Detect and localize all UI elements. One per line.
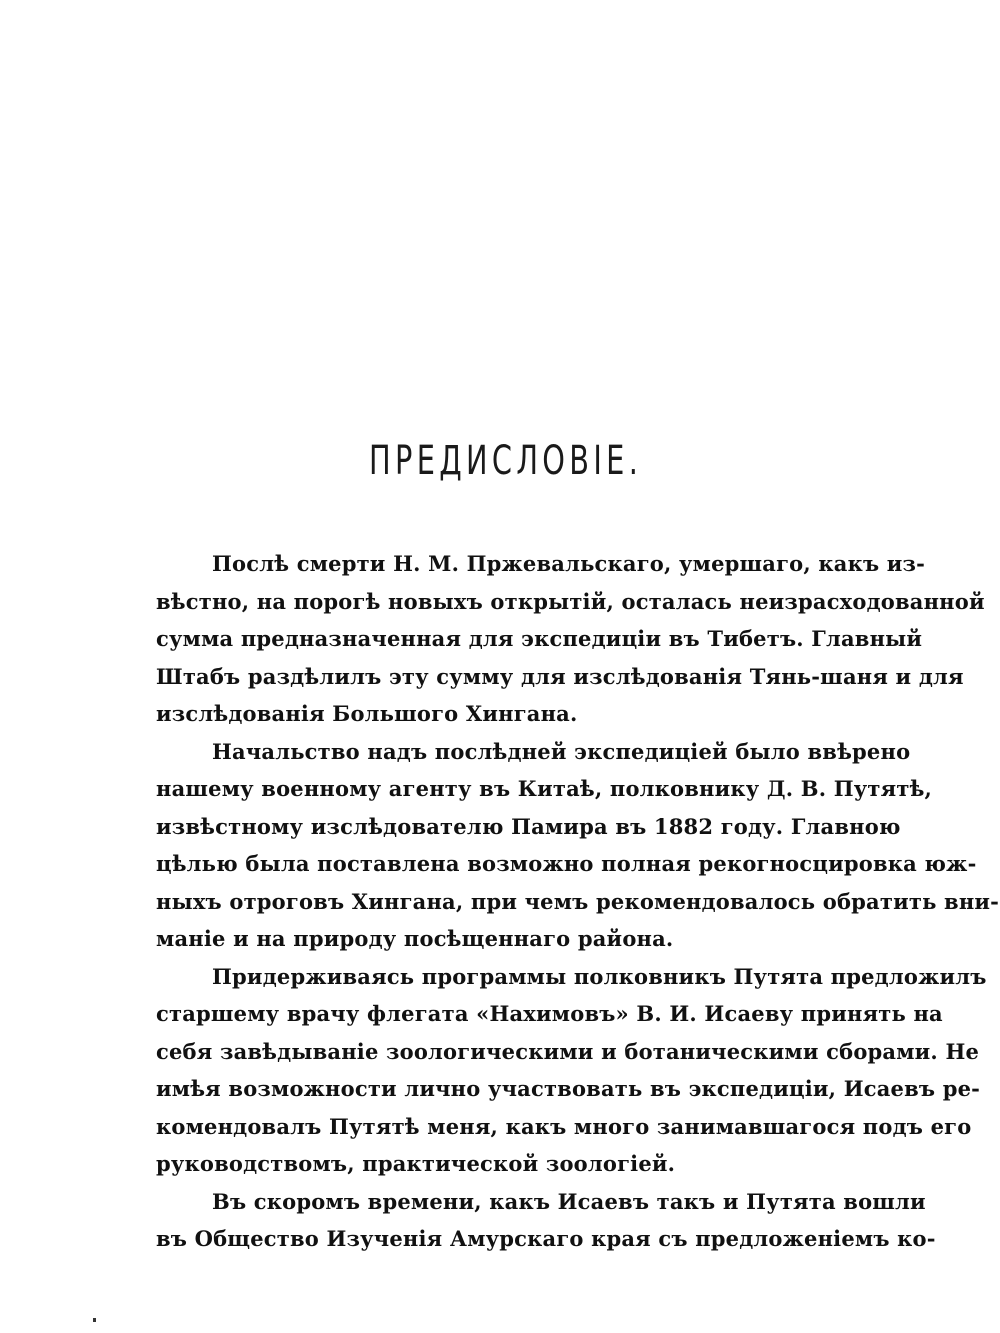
text-line: себя завѣдываніе зоологическими и ботаническими сборами. Не [156, 1038, 980, 1064]
page-title: ПРЕДИСЛОВІЕ. [369, 438, 643, 484]
text-line: въ Общество Изученія Амурскаго края съ предложеніемъ ко- [156, 1226, 936, 1251]
text-line: Начальство надъ послѣдней экспедиціей было ввѣрено [212, 738, 911, 764]
text-line: сумма предназначенная для экспедиціи въ Тибетъ. Главный [156, 626, 923, 651]
text-line: имѣя возможности лично участвовать въ экспедиціи, Исаевъ ре- [156, 1076, 981, 1101]
text-line: нашему военному агенту въ Китаѣ, полковнику Д. В. Путятѣ, [156, 776, 933, 801]
text-line: Придерживаясь программы полковникъ Путята предложилъ [212, 963, 987, 989]
body-text [156, 545, 1000, 1258]
scan-speck [93, 1318, 96, 1322]
text-line: Послѣ смерти Н. М. Пржевальскаго, умершаго, какъ из- [212, 551, 926, 576]
text-line: Въ скоромъ времени, какъ Исаевъ такъ и Путята вошли [212, 1188, 926, 1214]
text-line: старшему врачу флегата «Нахимовъ» В. И. Исаеву принять на [156, 1001, 943, 1026]
text-line: маніе и на природу посѣщеннаго района. [156, 926, 674, 951]
text-line: Штабъ раздѣлилъ эту сумму для изслѣдованія Тянь-шаня и для [156, 663, 964, 689]
text-line: извѣстному изслѣдователю Памира въ 1882 году. Главною [156, 813, 901, 839]
text-line: вѣстно, на порогѣ новыхъ открытій, осталась неизрасходованной [156, 588, 985, 614]
text-line: изслѣдованія Большого Хингана. [156, 701, 578, 726]
text-line: ныхъ отроговъ Хингана, при чемъ рекомендовалось обратить вни- [156, 888, 1000, 914]
text-line: руководствомъ, практической зоологіей. [156, 1151, 676, 1176]
text-line: цѣлью была поставлена возможно полная рекогносцировка юж- [156, 851, 977, 876]
text-line: комендовалъ Путятѣ меня, какъ много занимавшагося подъ его [156, 1113, 972, 1139]
